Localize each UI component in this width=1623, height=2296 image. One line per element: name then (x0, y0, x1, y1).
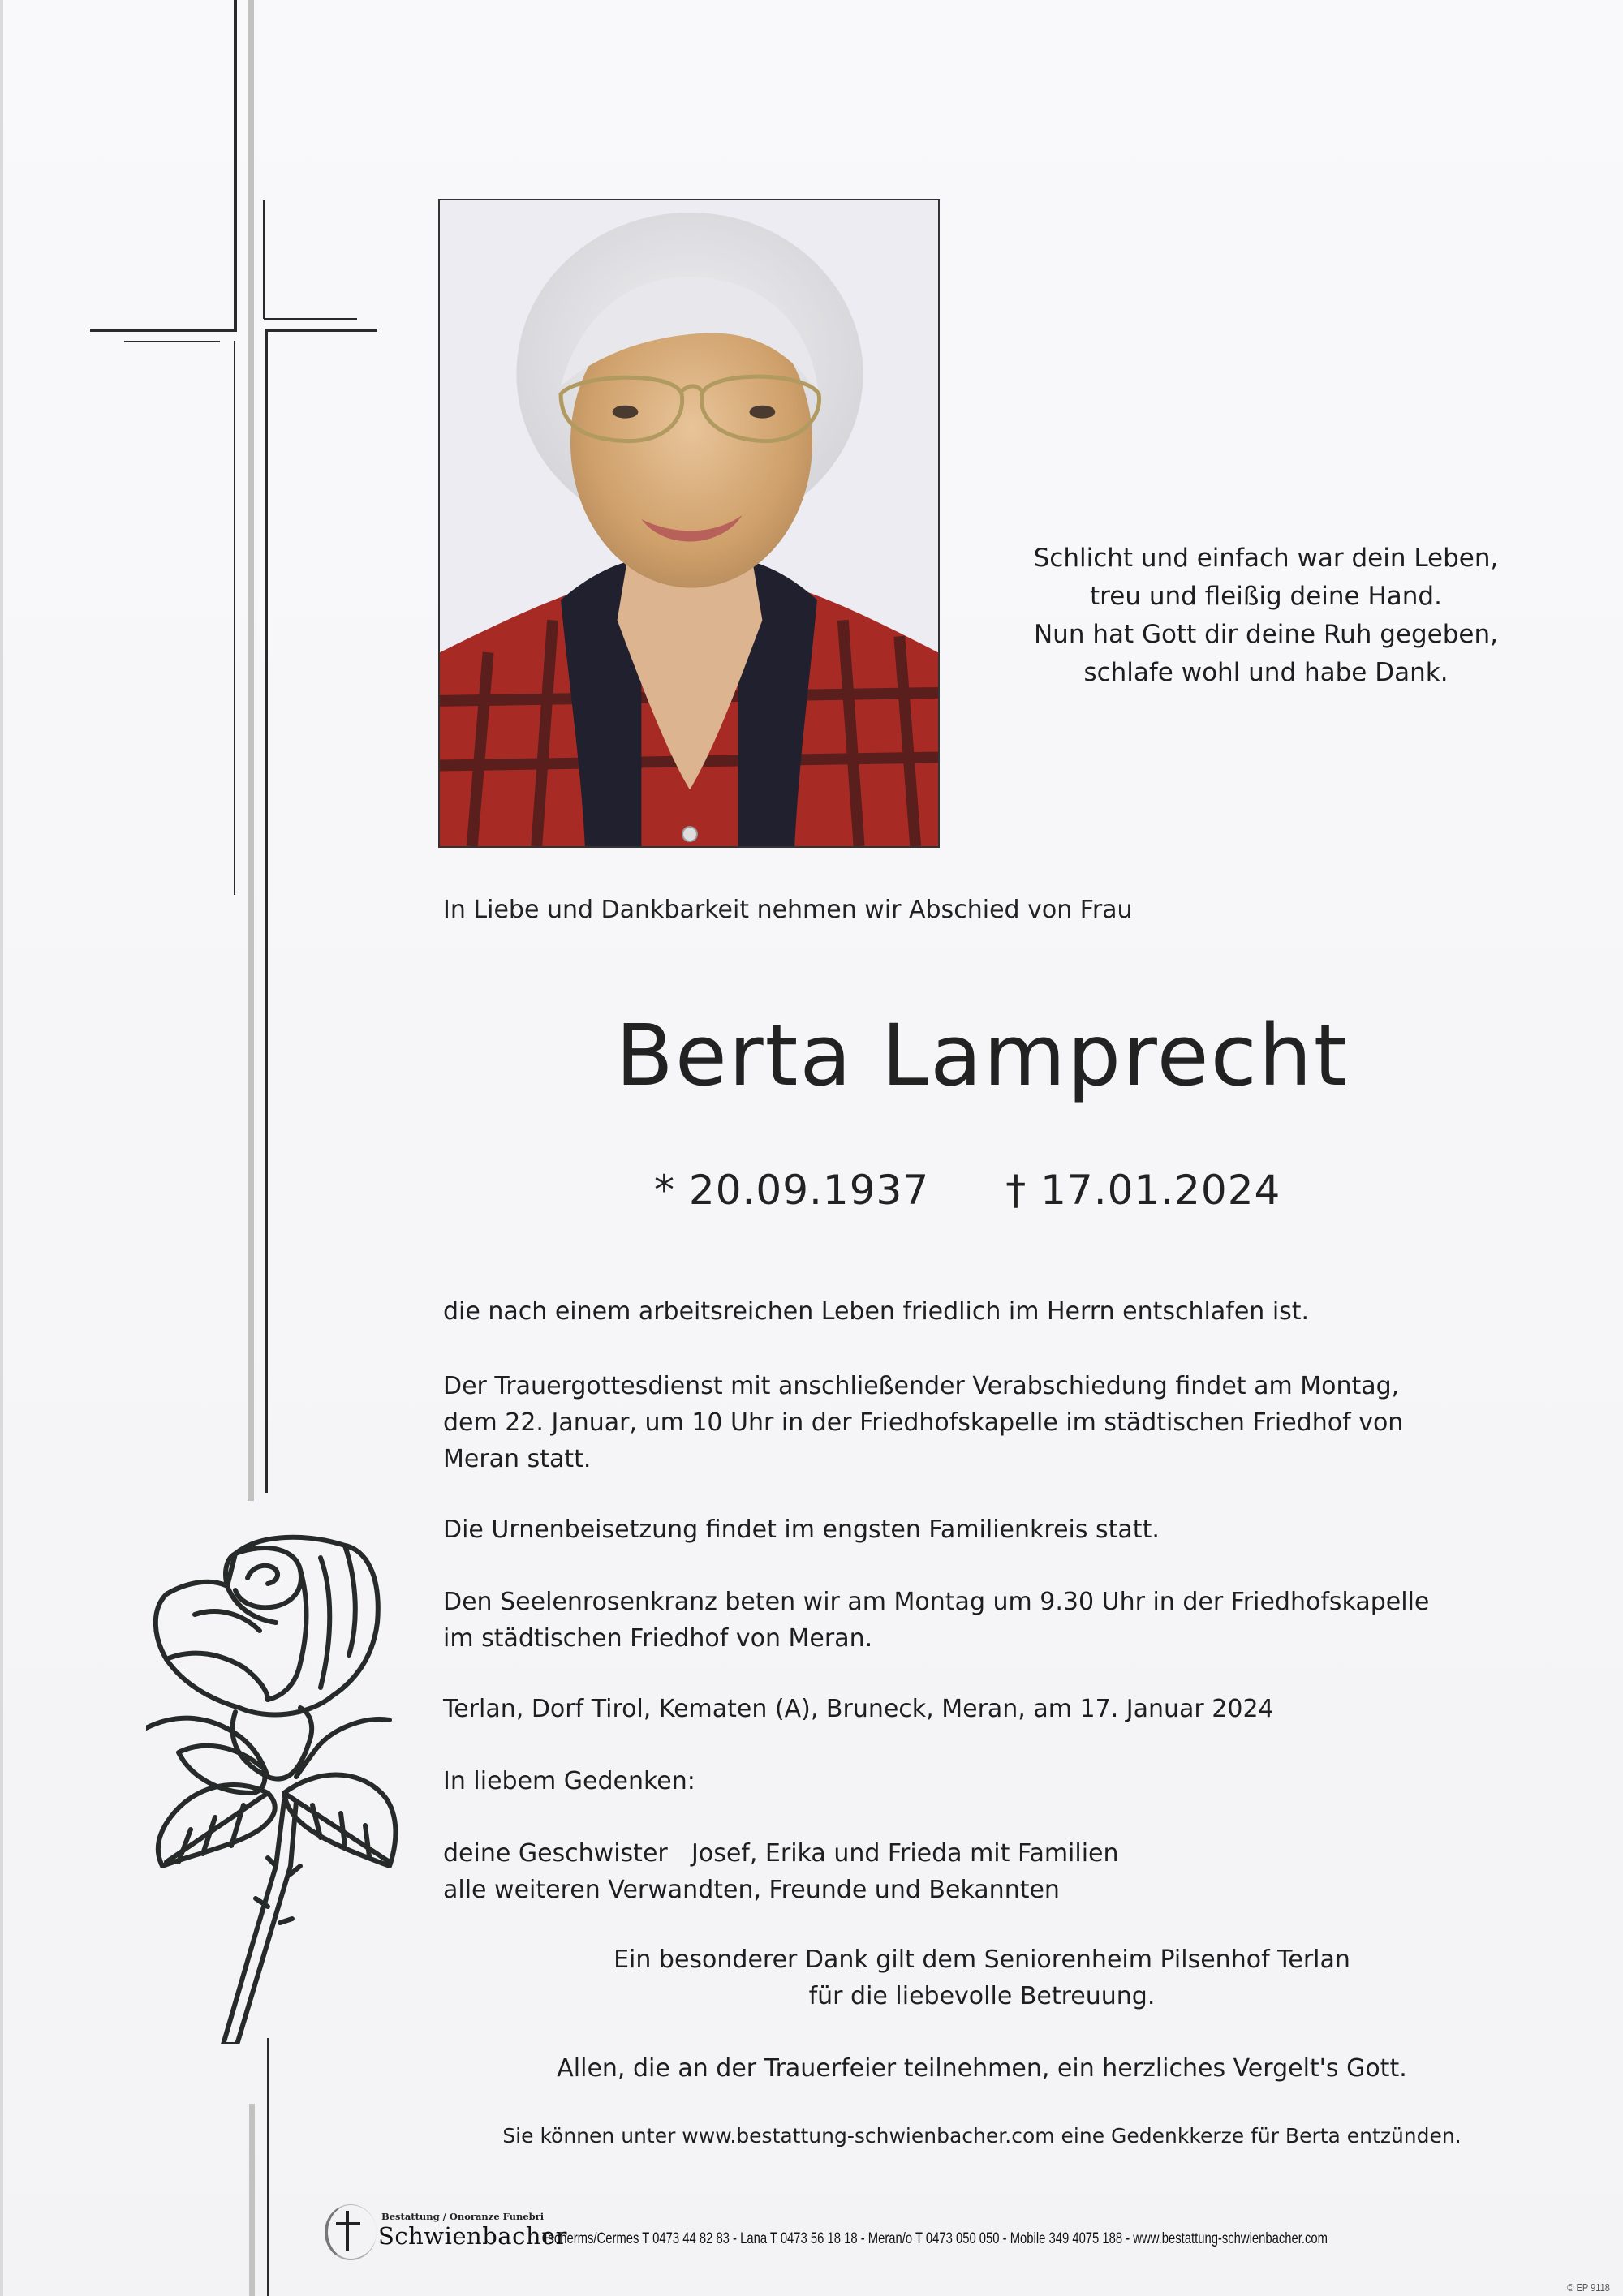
life-dates (654, 1167, 1281, 1214)
cross-line (268, 329, 377, 332)
poem-line: Nun hat Gott dir deine Ruh gegeben, (1033, 620, 1499, 649)
general-thanks: Allen, die an der Trauerfeier teilnehmen, ein herzliches Vergelt's Gott. (557, 2054, 1407, 2083)
birth-date: * 20.09.1937 (654, 1167, 930, 1214)
memorial-poem (1006, 540, 1526, 692)
death-date: † 17.01.2024 (1005, 1167, 1281, 1214)
passing-text: die nach einem arbeitsreichen Leben friedlich im Herrn entschlafen ist. (443, 1297, 1310, 1326)
cross-line (248, 0, 254, 1501)
poem-line: treu und fleißig deine Hand. (1090, 582, 1442, 611)
funeral-home-footer (325, 2203, 1623, 2276)
text-line: Meran statt. (443, 1445, 592, 1473)
logo-subtitle: Bestattung / Onoranze Funebri (381, 2211, 545, 2222)
place-date-text: Terlan, Dorf Tirol, Kematen (A), Bruneck, Meran, am 17. Januar 2024 (443, 1695, 1274, 1723)
cross-line (124, 341, 220, 342)
cross-line (234, 0, 237, 332)
cross-line (264, 318, 357, 320)
cross-line (234, 341, 235, 895)
rosary-text (443, 1584, 1530, 1657)
remembrance-heading: In liebem Gedenken: (443, 1767, 695, 1795)
text-line: im städtischen Friedhof von Meran. (443, 1624, 873, 1653)
portrait-photo (438, 199, 940, 848)
urn-burial-text: Die Urnenbeisetzung findet im engsten Familienkreis statt. (443, 1516, 1160, 1544)
special-thanks (438, 1941, 1526, 2014)
logo-cross-icon (346, 2211, 349, 2251)
siblings-label: deine Geschwister (443, 1839, 668, 1868)
cross-line (265, 329, 268, 1493)
funeral-service-text (443, 1368, 1530, 1477)
text-line: Ein besonderer Dank gilt dem Seniorenheim Pilsenhof Terlan (613, 1946, 1350, 1974)
logo-ring-icon (325, 2204, 377, 2260)
deceased-name: Berta Lamprecht (615, 1006, 1349, 1105)
rose-icon (146, 1525, 406, 2044)
logo-cross-icon (336, 2222, 360, 2225)
text-line: dem 22. Januar, um 10 Uhr in der Friedhofskapelle im städtischen Friedhof von (443, 1408, 1404, 1437)
cross-line (263, 200, 265, 319)
cross-line (90, 329, 236, 332)
relatives-list (443, 1835, 1530, 1908)
intro-text: In Liebe und Dankbarkeit nehmen wir Abschied von Frau (443, 896, 1133, 924)
logo-name: Schwienbacher (378, 2222, 568, 2250)
poem-line: Schlicht und einfach war dein Leben, (1033, 544, 1499, 573)
paper-edge (0, 0, 3, 2296)
siblings-names: Josef, Erika und Frieda mit Familien (691, 1839, 1119, 1868)
contact-info: Tscherms/Cermes T 0473 44 82 83 - Lana T 0473 56 18 18 - Meran/o T 0473 050 050 - Mobile 349 4075 188 - www.bestattung-schwienbacher.com (542, 2230, 1328, 2247)
poem-line: schlafe wohl und habe Dank. (1083, 658, 1449, 687)
cross-line (267, 2038, 269, 2296)
memorial-candle-note: Sie können unter www.bestattung-schwienbacher.com eine Gedenkkerze für Berta entzünden. (502, 2124, 1462, 2148)
text-line: für die liebevolle Betreuung. (808, 1982, 1156, 2010)
text-line: Der Trauergottesdienst mit anschließender Verabschiedung findet am Montag, (443, 1372, 1400, 1400)
cross-line (249, 2104, 255, 2296)
other-relatives: alle weiteren Verwandten, Freunde und Bekannten (443, 1876, 1060, 1904)
text-line: Den Seelenrosenkranz beten wir am Montag um 9.30 Uhr in der Friedhofskapelle (443, 1588, 1430, 1616)
print-code: © EP 9118 (1567, 2281, 1610, 2294)
